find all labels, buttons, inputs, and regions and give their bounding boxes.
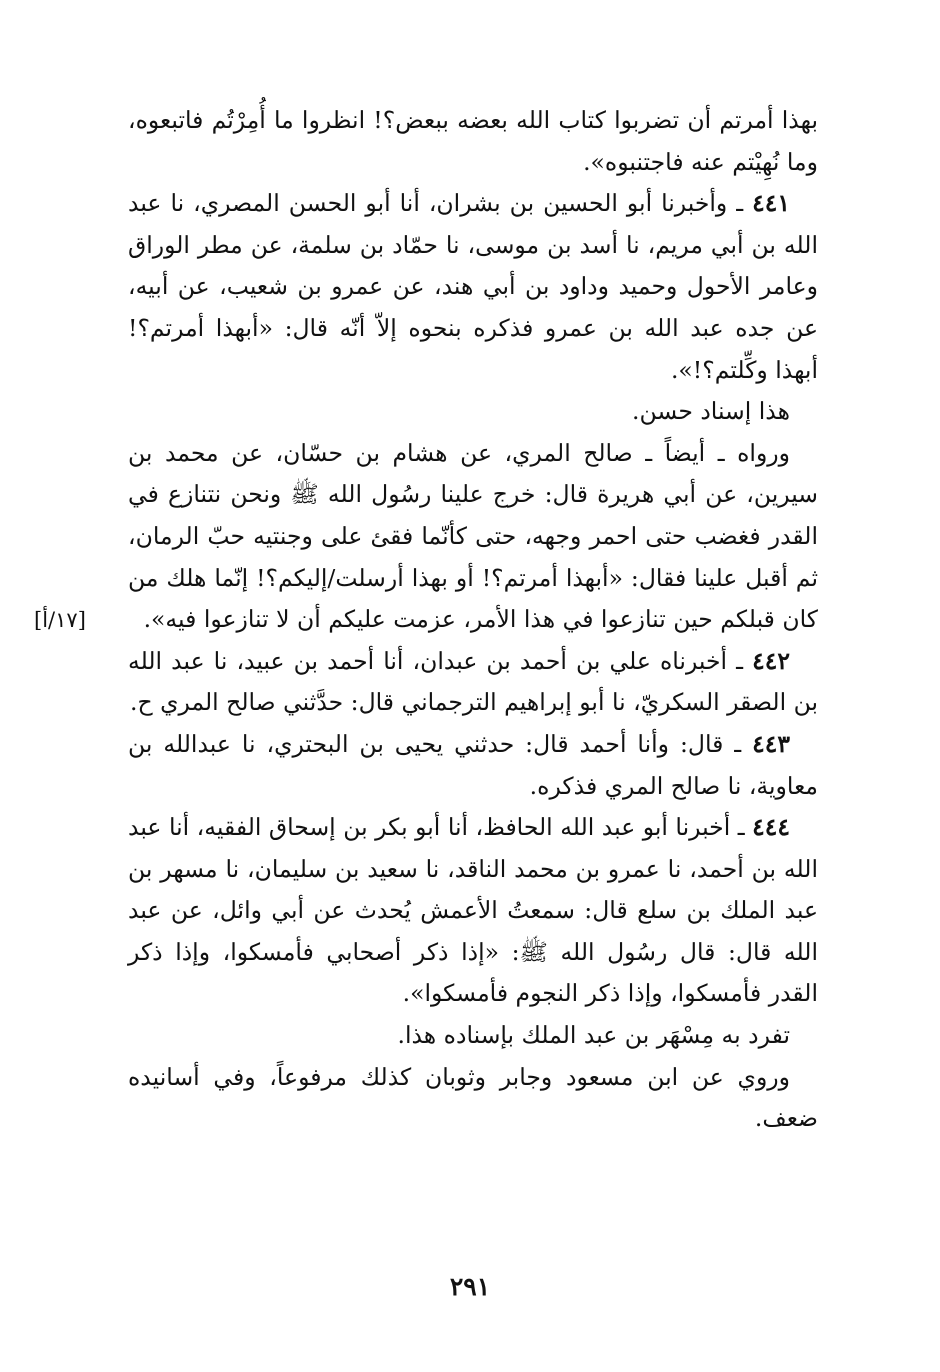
paragraph-continuation xyxy=(128,100,818,183)
paragraph-text: ـ وأخبرنا أبو الحسين بن بشران، أنا أبو الحسن المصري، نا عبد الله بن أبي مريم، نا أسد بن موسى، نا حمّاد بن سلمة، عن مطر الوراق وعامر الأحول وحميد وداود بن أبي هند، عن عمرو بن شعيب، عن أبيه، عن جده عبد الله بن عمرو فذكره بنحوه إلاّ أنّه قال: «أبهذا أمرتم؟! أبهذا وكِّلتم؟!». xyxy=(128,189,818,384)
paragraph-text: ـ قال: وأنا أحمد قال: حدثني يحيى بن البحتري، نا عبدالله بن معاوية، نا صالح المري فذكره. xyxy=(128,729,818,800)
main-text xyxy=(128,100,818,1140)
paragraph-text: ـ أخبرنا أبو عبد الله الحافظ، أنا أبو بكر بن إسحاق الفقيه، أنا عبد الله بن أحمد، نا عمرو بن محمد الناقد، نا سعيد بن سليمان، نا مسهر بن عبد الملك بن سلع قال: سمعتُ الأعمش يُحدث عن أبي وائل، عن عبد الله قال: قال رسُول الله ﷺ: «إذا ذكر أصحابي فأمسكوا، وإذا ذكر القدر فأمسكوا، وإذا ذكر النجوم فأمسكوا». xyxy=(128,813,818,1008)
paragraph-text: بهذا أمرتم أن تضربوا كتاب الله بعضه ببعض؟! انظروا ما أُمِرْتُم فاتبعوه، وما نُهِيْتم عنه فاجتنبوه». xyxy=(128,106,818,176)
other-narrations-note xyxy=(128,1057,818,1140)
isolated-chain-note xyxy=(128,1015,818,1057)
page-number: ٢٩١ xyxy=(449,1272,491,1301)
paragraph-text: وروي عن ابن مسعود وجابر وثوبان كذلك مرفوعاً، وفي أسانيده ضعف. xyxy=(128,1062,818,1133)
narration-paragraph xyxy=(128,433,818,641)
grading-note xyxy=(128,391,818,433)
hadith-number: ٤٤١ xyxy=(752,189,790,218)
paragraph-text: تفرد به مِسْهَر بن عبد الملك بإسناده هذا. xyxy=(397,1021,790,1050)
hadith-442 xyxy=(128,641,818,724)
hadith-number: ٤٤٣ xyxy=(752,729,790,758)
paragraph-text: ـ أخبرناه علي بن أحمد بن عبدان، أنا أحمد بن عبيد، نا عبد الله بن الصقر السكريّ، نا أبو إبراهيم الترجماني قال: حدَّثني صالح المري ح. xyxy=(128,646,818,717)
paragraph-text: ورواه ـ أيضاً ـ صالح المري، عن هشام بن حسّان، عن محمد بن سيرين، عن أبي هريرة قال: خرج علينا رسُول الله ﷺ ونحن نتنازع في القدر فغضب حتى احمر وجهه، حتى كأنّما فقئ على وجنتيه حبّ الرمان، ثم أقبل علينا فقال: «أبهذا أمرتم؟! أو بهذا أرسلت/إليكم؟! إنّما هلك من كان قبلكم حين تنازعوا في هذا الأمر، عزمت عليكم أن لا تنازعوا فيه». xyxy=(128,438,818,634)
hadith-441 xyxy=(128,183,818,391)
hadith-number: ٤٤٢ xyxy=(752,646,790,675)
hadith-number: ٤٤٤ xyxy=(752,813,790,842)
hadith-444 xyxy=(128,807,818,1015)
hadith-443 xyxy=(128,724,818,807)
paragraph-text: هذا إسناد حسن. xyxy=(632,397,790,426)
manuscript-folio-marker: [١٧/أ] xyxy=(34,608,86,632)
